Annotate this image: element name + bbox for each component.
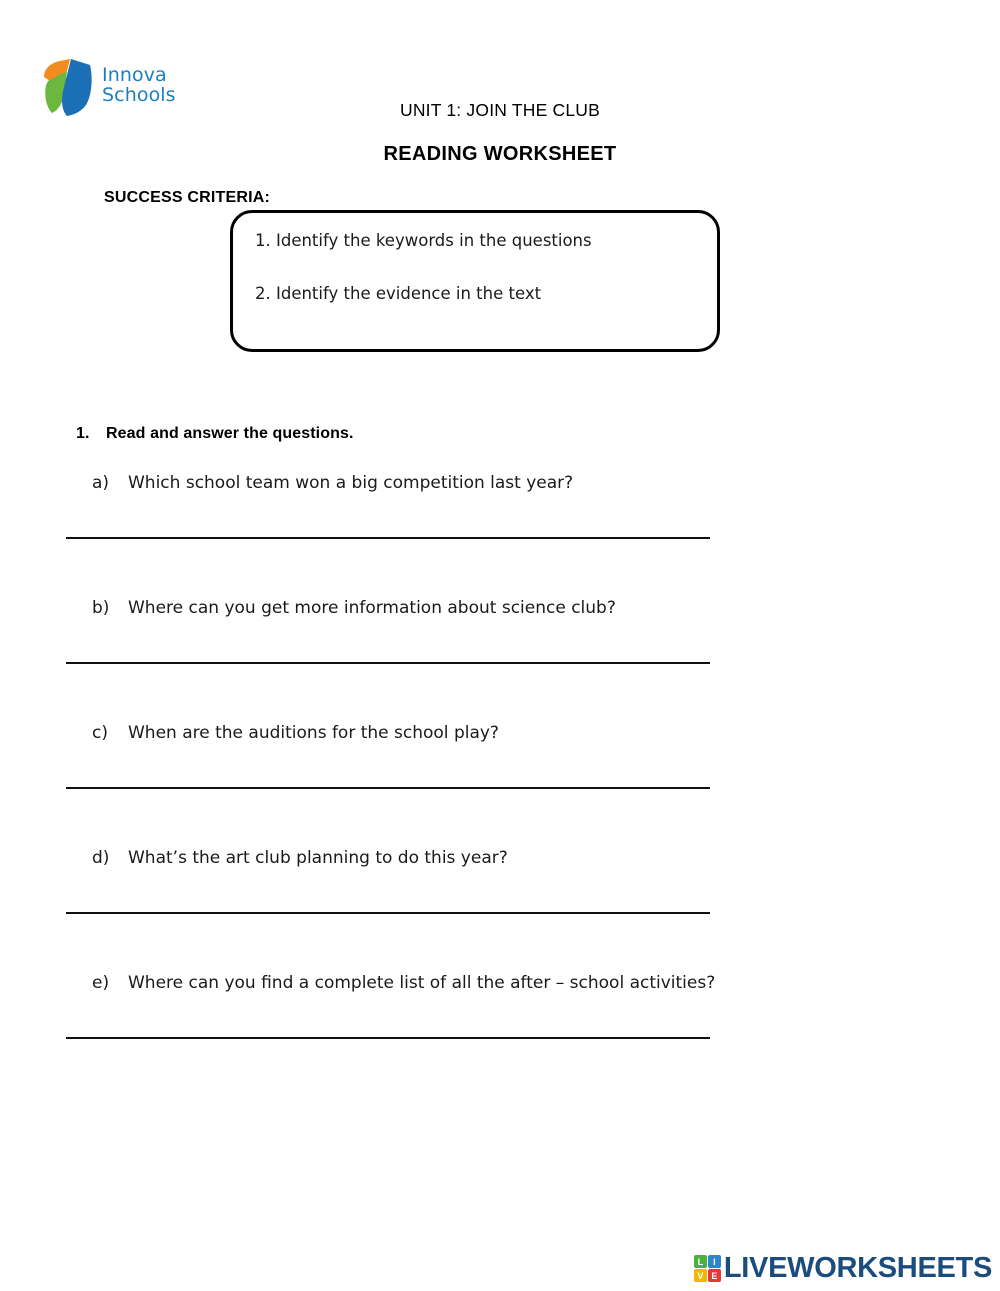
task-instruction bbox=[76, 425, 354, 443]
question-text bbox=[92, 723, 499, 743]
question-item bbox=[66, 848, 926, 973]
logo-cell-l: L bbox=[694, 1255, 707, 1268]
task-instruction-text: Read and answer the questions. bbox=[106, 425, 354, 442]
answer-line[interactable] bbox=[66, 1037, 710, 1039]
success-criteria-item: 1. Identify the keywords in the questions bbox=[255, 231, 592, 250]
question-item bbox=[66, 598, 926, 723]
logo-cell-v: V bbox=[694, 1269, 707, 1282]
logo-cell-e: E bbox=[708, 1269, 721, 1282]
logo-cell-i: I bbox=[708, 1255, 721, 1268]
unit-subtitle: UNIT 1: JOIN THE CLUB bbox=[400, 100, 600, 120]
question-letter: e) bbox=[92, 973, 110, 993]
question-prompt: Where can you find a complete list of all the after – school activities? bbox=[128, 973, 716, 993]
question-letter: d) bbox=[92, 848, 110, 868]
task-number: 1. bbox=[76, 425, 90, 442]
question-item bbox=[66, 723, 926, 848]
liveworksheets-logo bbox=[694, 1254, 992, 1283]
question-text bbox=[92, 598, 616, 618]
answer-line[interactable] bbox=[66, 912, 710, 914]
liveworksheets-grid-icon bbox=[694, 1255, 721, 1282]
question-letter: a) bbox=[92, 473, 110, 493]
success-criteria-box bbox=[230, 210, 720, 352]
answer-line[interactable] bbox=[66, 787, 710, 789]
question-text bbox=[92, 973, 715, 993]
brand-name-line-1: Innova bbox=[102, 64, 167, 87]
question-prompt: When are the auditions for the school play? bbox=[128, 723, 499, 743]
question-item bbox=[66, 973, 926, 1098]
liveworksheets-wordmark: LIVEWORKSHEETS bbox=[723, 1252, 992, 1284]
answer-line[interactable] bbox=[66, 662, 710, 664]
page-title: READING WORKSHEET bbox=[383, 143, 617, 165]
question-prompt: Where can you get more information about science club? bbox=[128, 598, 616, 618]
question-text bbox=[92, 848, 508, 868]
success-criteria-item: 2. Identify the evidence in the text bbox=[255, 283, 542, 303]
success-criteria-label: SUCCESS CRITERIA: bbox=[104, 189, 271, 206]
answer-line[interactable] bbox=[66, 537, 710, 539]
question-text bbox=[92, 473, 573, 493]
question-letter: c) bbox=[92, 723, 108, 743]
brand-name-line-2: Schools bbox=[102, 84, 176, 106]
question-item bbox=[66, 473, 926, 598]
questions-list bbox=[66, 473, 926, 1098]
question-prompt: What’s the art club planning to do this year? bbox=[128, 848, 508, 868]
question-prompt: Which school team won a big competition last year? bbox=[128, 473, 574, 493]
question-letter: b) bbox=[92, 598, 110, 618]
